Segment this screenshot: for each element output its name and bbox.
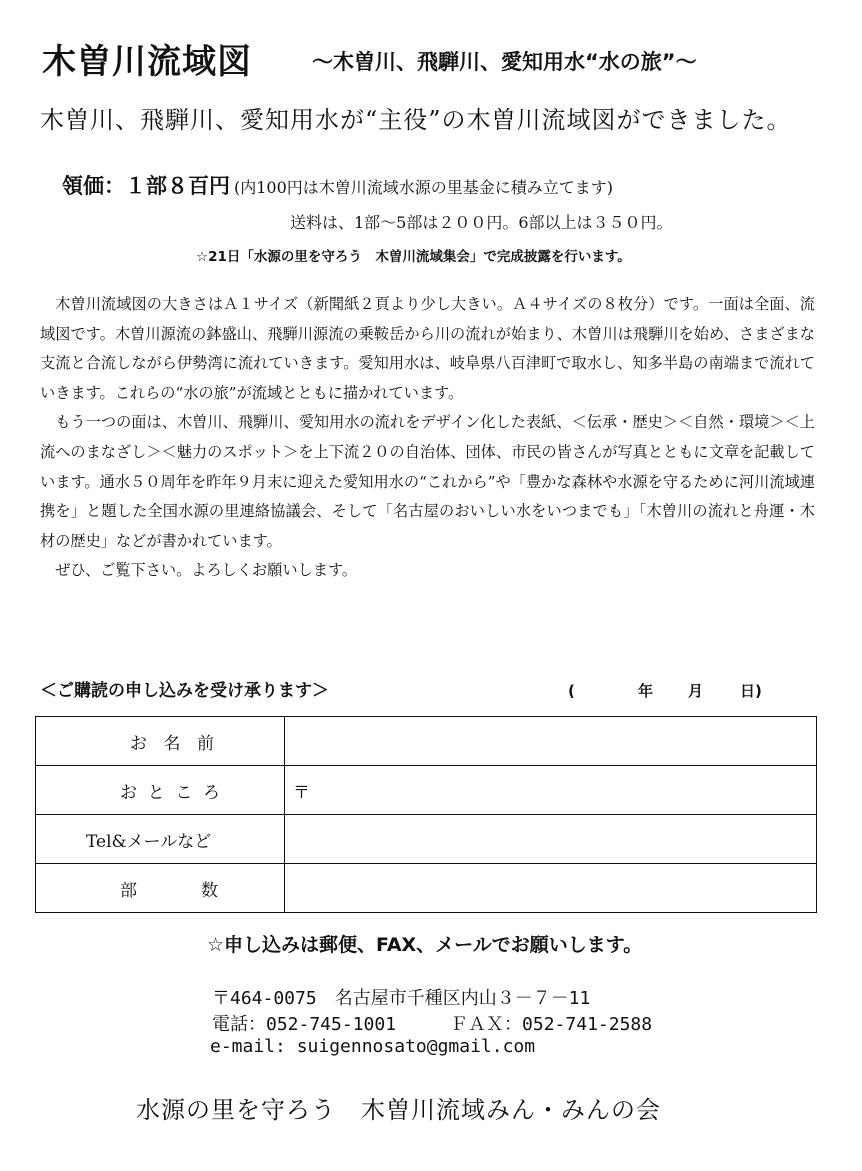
paragraph-3: ぜひ、ご覧下さい。よろしくお願いします。 bbox=[55, 561, 358, 580]
announcement: ☆21日「水源の里を守ろう 木曽川流域集会」で完成披露を行います。 bbox=[196, 249, 631, 265]
form-row-address bbox=[36, 766, 817, 815]
lead-text: 木曽川、飛騨川、愛知用水が“主役”の木曽川流域図ができました。 bbox=[40, 106, 792, 134]
contact-address: 〒464-0075 名古屋市千種区内山３－７－11 bbox=[212, 988, 591, 1009]
shipping-note: 送料は、1部～5部は２００円。6部以上は３５０円。 bbox=[290, 213, 673, 232]
address-field[interactable]: 〒 bbox=[285, 766, 817, 815]
form-row-copies bbox=[36, 864, 817, 913]
paragraph-2: もう一つの面は、木曽川、飛騨川、愛知用水の流れをデザイン化した表紙、＜伝承・歴史＞＜自然・環境＞＜上流へのまなざし＞＜魅力のスポット＞を上下流２０の自治体、団体、市民の皆さんが写真とともに文章を記載しています。通水５０周年を昨年９月末に迎えた愛知用水の“これから”や「豊かな森林や水源を守るために河川流域連携を」と題した全国水源の里連絡協議会、そして「名古屋のおいしい水をいつまでも」「木曽川の流れと舟運・木材の歴史」などが書かれています。 bbox=[40, 413, 815, 550]
order-heading: ＜ご購読の申し込みを受け承ります＞ bbox=[40, 681, 329, 701]
form-row-tel bbox=[36, 815, 817, 864]
date-month: 月 bbox=[688, 682, 704, 700]
copies-label: 部 数 bbox=[36, 864, 285, 913]
price-row bbox=[62, 170, 613, 200]
paragraph-1: 木曽川流域図の大きさはＡ１サイズ（新聞紙２頁より少し大きい。Ａ４サイズの８枚分）です。一面は全面、流域図です。木曽川源流の鉢盛山、飛騨川源流の乗鞍岳から川の流れが始まり、木曽川は飛騨川を始め、さまざまな支流と合流しながら伊勢湾に流れていきます。愛知用水は、岐阜県八百津町で取水し、知多半島の南端まで流れていきます。これらの“水の旅”が流域とともに描かれています。 bbox=[40, 295, 815, 402]
page-subtitle: ～木曽川、飛騨川、愛知用水“水の旅”～ bbox=[312, 50, 697, 74]
order-form bbox=[35, 716, 817, 913]
address-label: お と こ ろ bbox=[36, 766, 285, 815]
contact-phone: 電話：052-745-1001 ＦＡＸ：052-741-2588 bbox=[212, 1014, 653, 1035]
date-year: 年 bbox=[638, 682, 654, 700]
tel-field[interactable] bbox=[285, 815, 817, 864]
order-date bbox=[568, 680, 762, 701]
page-title: 木曽川流域図 bbox=[42, 42, 252, 82]
price-note: (内100円は木曽川流域水源の里基金に積み立てます) bbox=[234, 178, 614, 197]
name-label: お 名 前 bbox=[36, 717, 285, 766]
apply-note: ☆申し込みは郵便、FAX、メールでお願いします。 bbox=[207, 934, 643, 956]
form-row-name bbox=[36, 717, 817, 766]
contact-email: e-mail: suigennosato@gmail.com bbox=[210, 1036, 536, 1057]
copies-field[interactable] bbox=[285, 864, 817, 913]
organization-name: 水源の里を守ろう 木曽川流域みん・みんの会 bbox=[136, 1096, 661, 1124]
tel-label: Tel&メールなど bbox=[36, 815, 285, 864]
date-day: 日) bbox=[740, 682, 762, 700]
date-open: ( bbox=[568, 682, 575, 700]
description bbox=[40, 290, 815, 586]
price-label: 領価：１部８百円 bbox=[62, 174, 230, 198]
name-field[interactable] bbox=[285, 717, 817, 766]
